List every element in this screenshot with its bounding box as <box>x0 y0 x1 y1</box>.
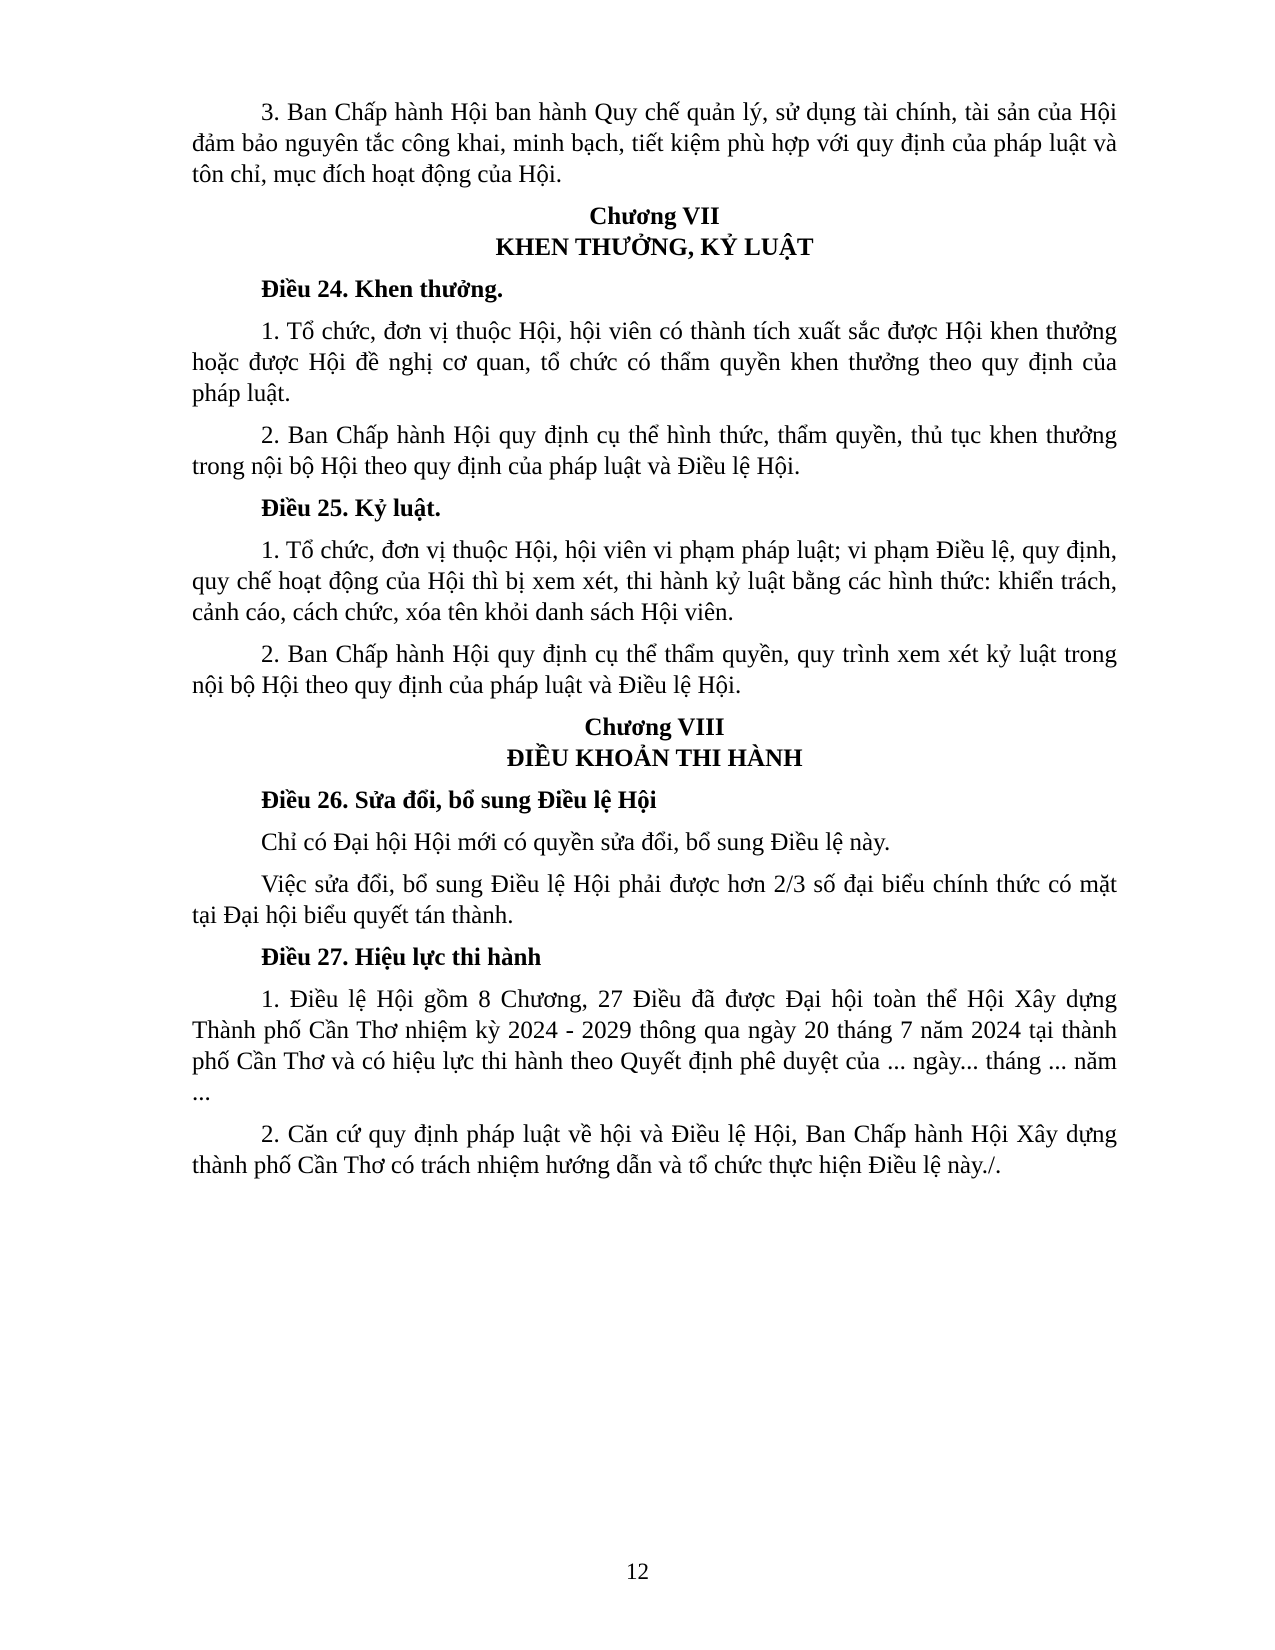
paragraph-article-27-clause-2: 2. Căn cứ quy định pháp luật về hội và Điều lệ Hội, Ban Chấp hành Hội Xây dựng thành phố Cần Thơ có trách nhiệm hướng dẫn và tổ chức thực hiện Điều lệ này./. <box>192 1121 1117 1179</box>
paragraph-article-24-clause-1: 1. Tổ chức, đơn vị thuộc Hội, hội viên có thành tích xuất sắc được Hội khen thưởng hoặc được Hội đề nghị cơ quan, tổ chức có thẩm quyền khen thưởng theo quy định của pháp luật. <box>192 318 1117 407</box>
paragraph-article-26-2: Việc sửa đổi, bổ sung Điều lệ Hội phải được hơn 2/3 số đại biểu chính thức có mặt tại Đại hội biểu quyết tán thành. <box>192 871 1117 929</box>
paragraph-article-26-1: Chỉ có Đại hội Hội mới có quyền sửa đổi, bổ sung Điều lệ này. <box>261 829 891 856</box>
document-body <box>192 97 1117 1192</box>
paragraph-article-27-clause-1: 1. Điều lệ Hội gồm 8 Chương, 27 Điều đã được Đại hội toàn thể Hội Xây dựng Thành phố Cần Thơ nhiệm kỳ 2024 - 2029 thông qua ngày 20 tháng 7 năm 2024 tại thành phố Cần Thơ và có hiệu lực thi hành theo Quyết định phê duyệt của ... ngày... tháng ... năm ... <box>192 986 1117 1106</box>
chapter-number: Chương VII <box>589 203 720 230</box>
paragraph-clause-3-finance: 3. Ban Chấp hành Hội ban hành Quy chế quản lý, sử dụng tài chính, tài sản của Hội đảm bảo nguyên tắc công khai, minh bạch, tiết kiệm phù hợp với quy định của pháp luật và tôn chỉ, mục đích hoạt động của Hội. <box>192 99 1117 188</box>
paragraph-article-25-clause-2: 2. Ban Chấp hành Hội quy định cụ thể thẩm quyền, quy trình xem xét kỷ luật trong nội bộ Hội theo quy định của pháp luật và Điều lệ Hội. <box>192 641 1117 699</box>
article-heading-26: Điều 26. Sửa đổi, bổ sung Điều lệ Hội <box>261 787 657 814</box>
paragraph-article-25-clause-1: 1. Tổ chức, đơn vị thuộc Hội, hội viên vi phạm pháp luật; vi phạm Điều lệ, quy định, quy chế hoạt động của Hội thì bị xem xét, thi hành kỷ luật bằng các hình thức: khiển trách, cảnh cáo, cách chức, xóa tên khỏi danh sách Hội viên. <box>192 537 1117 626</box>
page-number: 12 <box>626 1559 649 1584</box>
paragraph-article-24-clause-2: 2. Ban Chấp hành Hội quy định cụ thể hình thức, thẩm quyền, thủ tục khen thưởng trong nội bộ Hội theo quy định của pháp luật và Điều lệ Hội. <box>192 422 1117 480</box>
chapter-number: Chương VIII <box>584 714 725 741</box>
article-heading-25: Điều 25. Kỷ luật. <box>261 495 441 522</box>
article-heading-24: Điều 24. Khen thưởng. <box>261 276 504 303</box>
chapter-heading-viii <box>192 712 1117 774</box>
chapter-title: ĐIỀU KHOẢN THI HÀNH <box>506 745 803 772</box>
chapter-title: KHEN THƯỞNG, KỶ LUẬT <box>495 234 814 261</box>
article-heading-27: Điều 27. Hiệu lực thi hành <box>261 944 542 971</box>
chapter-heading-vii <box>192 201 1117 263</box>
